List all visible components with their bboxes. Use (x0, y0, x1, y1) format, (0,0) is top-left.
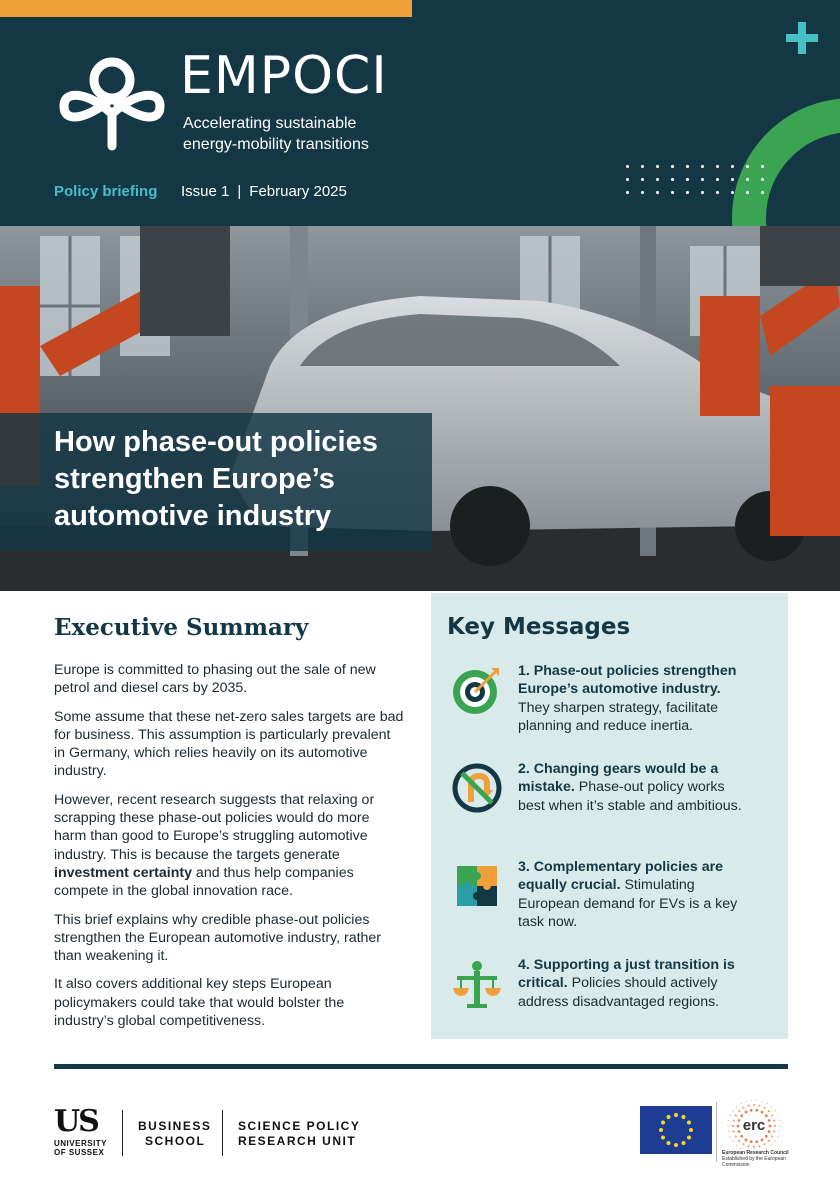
eu-star-icon (682, 1115, 686, 1119)
key-message-number: 3. (518, 859, 530, 875)
erc-dot-icon (736, 1145, 738, 1147)
eu-star-icon (667, 1141, 671, 1145)
erc-dot-icon (747, 1145, 749, 1147)
erc-dot-icon (777, 1136, 779, 1138)
erc-dot-icon (750, 1140, 753, 1143)
decorative-dot-grid (620, 160, 770, 200)
issue-separator: | (237, 183, 242, 200)
erc-dot-icon (774, 1140, 776, 1142)
executive-summary-heading: Executive Summary (54, 614, 309, 641)
header-banner (0, 0, 840, 226)
plus-icon (784, 20, 820, 56)
scales-icon (451, 958, 503, 1010)
erc-dot-icon (777, 1115, 779, 1117)
us-logo-text (54, 1139, 107, 1157)
briefing-type-label: Policy briefing (54, 183, 158, 200)
issue-number: Issue 1 (181, 183, 230, 200)
key-message-headline: Supporting a just transition is critical. (518, 957, 735, 992)
erc-dot-icon (761, 1111, 764, 1114)
tagline-line-1: Accelerating sustainable (183, 115, 357, 132)
target-icon (451, 664, 503, 716)
erc-dot-icon (745, 1138, 748, 1141)
key-message-text (518, 858, 754, 931)
eu-star-icon (659, 1128, 663, 1132)
erc-dot-icon (735, 1135, 737, 1137)
eu-flag-icon (640, 1106, 712, 1154)
erc-dot-icon (763, 1143, 765, 1145)
erc-dot-icon (756, 1100, 758, 1101)
erc-dot-icon (738, 1140, 740, 1142)
erc-logo-text: erc (742, 1117, 766, 1134)
erc-dot-icon (758, 1105, 760, 1107)
erc-caption-line-2: Established by the European Commission (722, 1156, 786, 1168)
page-title: How phase-out policies strengthen Europe’s automotive industry (54, 426, 378, 532)
key-message-number: 4. (518, 957, 530, 973)
key-message-text (518, 662, 754, 735)
erc-dot-icon (755, 1109, 758, 1112)
erc-dot-icon (742, 1143, 744, 1145)
empoci-logo-icon (52, 56, 172, 152)
executive-summary-body (54, 661, 404, 1040)
erc-dot-icon (740, 1135, 743, 1138)
erc-dot-icon (768, 1110, 770, 1112)
erc-dot-icon (755, 1140, 758, 1143)
erc-dot-icon (729, 1136, 731, 1138)
key-message-text (518, 760, 754, 815)
erc-dot-icon (771, 1145, 773, 1147)
eu-star-icon (674, 1113, 678, 1117)
issue-info (181, 183, 347, 200)
erc-dot-icon (728, 1131, 730, 1133)
erc-dot-icon (733, 1130, 735, 1132)
us-logo-mark: US (54, 1104, 98, 1139)
erc-caption (722, 1150, 794, 1168)
erc-dot-icon (745, 1100, 747, 1102)
science-policy-label (238, 1119, 360, 1149)
eu-star-icon (674, 1143, 678, 1147)
eu-star-icon (689, 1128, 693, 1132)
erc-dot-icon (750, 1100, 752, 1101)
no-u-turn-icon (451, 762, 503, 814)
erc-dot-icon (738, 1119, 741, 1122)
erc-dot-icon (737, 1125, 740, 1128)
issue-date: February 2025 (249, 183, 347, 200)
erc-dot-icon (761, 1100, 763, 1102)
erc-dot-icon (758, 1145, 760, 1147)
summary-p3-end: and thus help companies compete in the global innovation race. (54, 864, 354, 900)
erc-dot-icon (768, 1119, 771, 1122)
erc-dot-icon (728, 1120, 730, 1122)
us-text-line-1: UNIVERSITY (54, 1139, 108, 1148)
erc-dot-icon (771, 1114, 773, 1116)
erc-dot-icon (738, 1130, 741, 1133)
erc-dot-icon (747, 1105, 749, 1107)
business-school-label (138, 1119, 211, 1149)
erc-dot-icon (732, 1125, 734, 1127)
summary-paragraph-5: It also covers additional key steps European policymakers could take that would bolster the industry’s global competitiveness. (54, 976, 345, 1030)
university-of-sussex-logo (54, 1104, 108, 1157)
erc-dot-icon (753, 1104, 755, 1106)
erc-dot-icon (779, 1120, 781, 1122)
business-school-line-1: BUSINESS (138, 1119, 212, 1133)
erc-dot-icon (774, 1125, 776, 1127)
eu-star-icon (687, 1136, 691, 1140)
erc-dot-icon (740, 1103, 742, 1105)
erc-dot-icon (766, 1103, 768, 1105)
erc-dot-icon (769, 1125, 772, 1128)
footer-separator (222, 1110, 223, 1156)
erc-dot-icon (768, 1130, 771, 1133)
puzzle-icon (451, 860, 503, 912)
erc-dot-icon (771, 1135, 773, 1137)
erc-dot-icon (753, 1146, 755, 1148)
key-message-text (518, 956, 754, 1011)
eu-star-icon (687, 1121, 691, 1125)
tagline-line-2: energy-mobility transitions (183, 136, 369, 153)
erc-dot-icon (779, 1131, 781, 1133)
science-policy-line-1: SCIENCE POLICY (238, 1119, 361, 1133)
key-message-detail: Stimulating European demand for EVs is a key task now. (518, 877, 738, 930)
erc-dot-icon (774, 1110, 776, 1112)
erc-dot-icon (733, 1119, 735, 1121)
erc-dot-icon (763, 1107, 765, 1109)
key-message-number: 1. (518, 663, 530, 679)
key-message-detail: Phase-out policy works best when it’s stable and ambitious. (518, 779, 742, 814)
key-message-headline: Changing gears would be a mistake. (518, 761, 719, 796)
orange-accent-bar (0, 0, 412, 17)
erc-dot-icon (765, 1114, 768, 1117)
brand-tagline (183, 113, 369, 155)
erc-dot-icon (729, 1115, 731, 1117)
footer-separator (122, 1110, 123, 1156)
erc-dot-icon (768, 1140, 770, 1142)
erc-dot-icon (732, 1140, 734, 1142)
erc-caption-line-1: European Research Council (722, 1150, 789, 1156)
us-text-line-2: OF SUSSEX (54, 1148, 105, 1157)
erc-dot-icon (750, 1109, 753, 1112)
summary-p3-emphasis: investment certainty (54, 864, 192, 881)
summary-paragraph-4: This brief explains why credible phase-out policies strengthen the European automotive industry, rather than weakening it. (54, 911, 382, 965)
summary-paragraph-2: Some assume that these net-zero sales targets are bad for business. This assumption is particularly prevalent in Germany, which relies heavily on its automotive industry. (54, 708, 404, 780)
summary-paragraph-1: Europe is committed to phasing out the sale of new petrol and diesel cars by 2035. (54, 662, 376, 697)
erc-dot-icon (727, 1125, 729, 1127)
key-message-headline: Complementary policies are equally crucial. (518, 859, 724, 894)
summary-paragraph-3 (54, 791, 404, 901)
footer-separator (716, 1102, 717, 1162)
key-message-detail: They sharpen strategy, facilitate planning and reduce inertia. (518, 699, 719, 734)
erc-dot-icon (736, 1106, 738, 1108)
erc-dot-icon (742, 1107, 744, 1109)
eu-star-icon (667, 1115, 671, 1119)
eu-star-icon (661, 1121, 665, 1125)
business-school-line-2: SCHOOL (145, 1134, 206, 1148)
eu-star-icon (682, 1141, 686, 1145)
footer-divider (54, 1064, 788, 1069)
erc-dot-icon (773, 1119, 775, 1121)
erc-dot-icon (761, 1138, 764, 1141)
erc-dot-icon (779, 1125, 781, 1127)
erc-dot-icon (773, 1130, 775, 1132)
erc-dot-icon (771, 1106, 773, 1108)
key-message-detail: Policies should actively address disadvantaged regions. (518, 975, 720, 1010)
eu-star-icon (661, 1136, 665, 1140)
erc-dot-icon (738, 1110, 740, 1112)
brand-name: EMPOCI (180, 46, 388, 106)
erc-dot-icon (732, 1110, 734, 1112)
key-messages-heading: Key Messages (447, 614, 631, 640)
key-message-number: 2. (518, 761, 530, 777)
erc-dot-icon (765, 1135, 768, 1138)
science-policy-line-2: RESEARCH UNIT (238, 1134, 357, 1148)
erc-dot-icon (745, 1111, 748, 1114)
summary-p3-start: However, recent research suggests that relaxing or scrapping these phase-out policies would do more harm than good to Europe’s struggling automotive industry. This is because the targets generate (54, 791, 375, 863)
key-message-headline: Phase-out policies strengthen Europe’s automotive industry. (518, 663, 737, 698)
erc-dot-icon (735, 1114, 737, 1116)
